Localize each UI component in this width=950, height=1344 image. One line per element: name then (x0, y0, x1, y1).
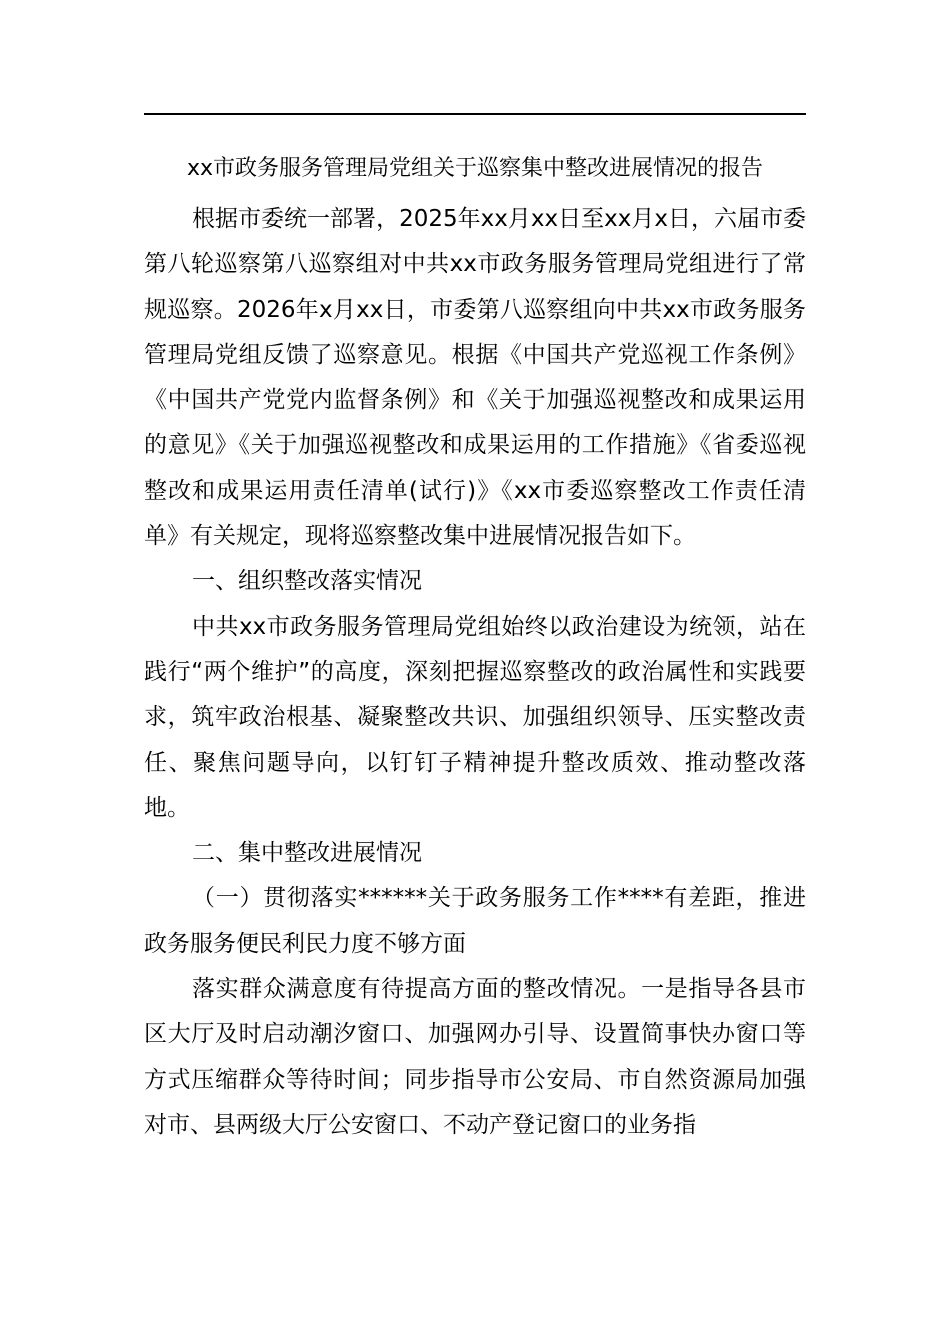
section-2-heading: 二、集中整改进展情况 (192, 840, 422, 867)
intro-paragraph: 根据市委统一部署，2025年xx月xx日至xx月x日，六届市委第八轮巡察第八巡察组对中共xx市政务服务管理局党组进行了常规巡察。2026年x月xx日，市委第八巡察组向中共xx市政务服务管理局党组反馈了巡察意见。根据《中国共产党巡视工作条例》《中国共产党党内监督条例》和《关于加强巡视整改和成果运用的意见》《关于加强巡视整改和成果运用的工作措施》《省委巡视整改和成果运用责任清单(试行)》《xx市委巡察整改工作责任清单》有关规定，现将巡察整改集中进展情况报告如下。 (144, 206, 806, 550)
document-title: xx市政务服务管理局党组关于巡察集中整改进展情况的报告 (186, 156, 764, 181)
section-1-heading: 一、组织整改落实情况 (192, 568, 422, 595)
subsection-1-paragraph: 落实群众满意度有待提高方面的整改情况。一是指导各县市区大厅及时启动潮汐窗口、加强网办引导、设置简事快办窗口等方式压缩群众等待时间；同步指导市公安局、市自然资源局加强对市、县两级大厅公安窗口、不动产登记窗口的业务指 (144, 976, 806, 1138)
section-1-paragraph: 中共xx市政务服务管理局党组始终以政治建设为统领，站在践行“两个维护”的高度，深刻把握巡察整改的政治属性和实践要求，筑牢政治根基、凝聚整改共识、加强组织领导、压实整改责任、聚焦问题导向，以钉钉子精神提升整改质效、推动整改落地。 (144, 613, 806, 821)
subsection-1-heading: （一）贯彻落实******关于政务服务工作****有差距，推进政务服务便民利民力度不够方面 (144, 885, 806, 957)
header-rule (144, 113, 806, 115)
document-body (144, 197, 806, 1148)
